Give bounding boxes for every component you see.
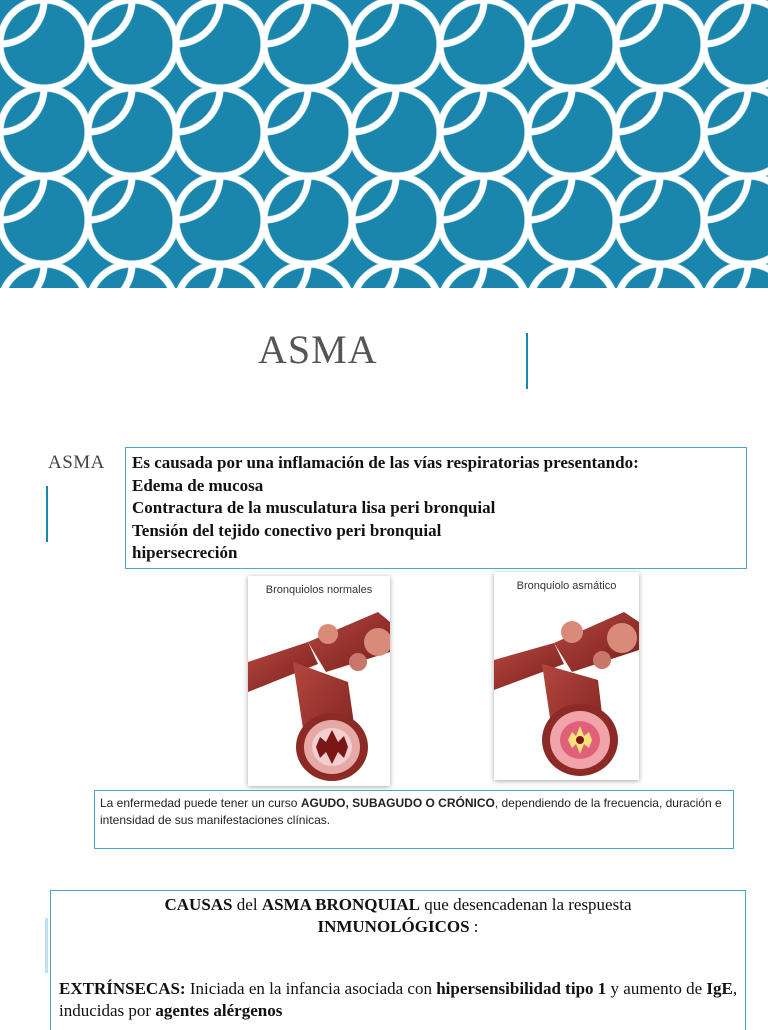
section-label: ASMA [48,452,105,473]
heading-bold: ASMA BRONQUIAL [261,895,421,914]
asthmatic-bronchiole-illustration [494,598,639,780]
heading-bold: INMUNOLÓGICOS [317,917,470,936]
definition-line: Es causada por una inflamación de las vías respiratorias presentando: [132,453,639,472]
heading-text: que desencadenan la respuesta [420,895,632,914]
body-text: Iniciada en la infancia asociada con [185,979,437,998]
term-bold: agentes alérgenos [155,1001,283,1020]
definition-line: hipersecreción [132,543,238,562]
title-divider [526,333,528,389]
definition-box [125,447,747,569]
term-bold: hipersensibilidad tipo 1 [436,979,607,998]
definition-line: Edema de mucosa [132,475,264,495]
normal-bronchiole-illustration [248,602,390,786]
heading-text: : [469,917,479,936]
heading-bold: CAUSAS [164,895,233,914]
course-text: La enfermedad puede tener un curso [100,796,301,810]
heading-text: del [232,895,262,914]
causes-divider [45,918,48,973]
body-text: y aumento de [606,979,707,998]
definition-line: Tensión del tejido conectivo peri bronquial [132,520,442,540]
course-text: , dependiendo de la frecuencia, duración e intensidad de sus manifestaciones clínicas. [100,796,722,827]
term-bold: IgE [706,979,733,998]
decorative-pattern-banner [0,0,768,288]
definition-line: Contractura de la musculatura lisa peri bronquial [132,498,496,517]
section-divider [46,486,48,542]
figure-caption: Bronquiolos normales [265,584,373,596]
term-bold: EXTRÍNSECAS: [59,979,186,998]
figure-caption: Bronquiolo asmático [516,580,617,592]
asthmatic-bronchiole-figure [494,572,639,780]
body-text: , inducidas por [59,979,738,1020]
causes-box [50,890,746,1030]
normal-bronchiole-figure [248,576,390,786]
course-emphasis: AGUDO, SUBAGUDO O CRÓNICO [300,796,495,810]
causes-heading [51,891,745,938]
slide-title: ASMA [258,327,378,372]
extrinsic-causes-text [59,978,739,1022]
course-note-box [94,790,734,849]
